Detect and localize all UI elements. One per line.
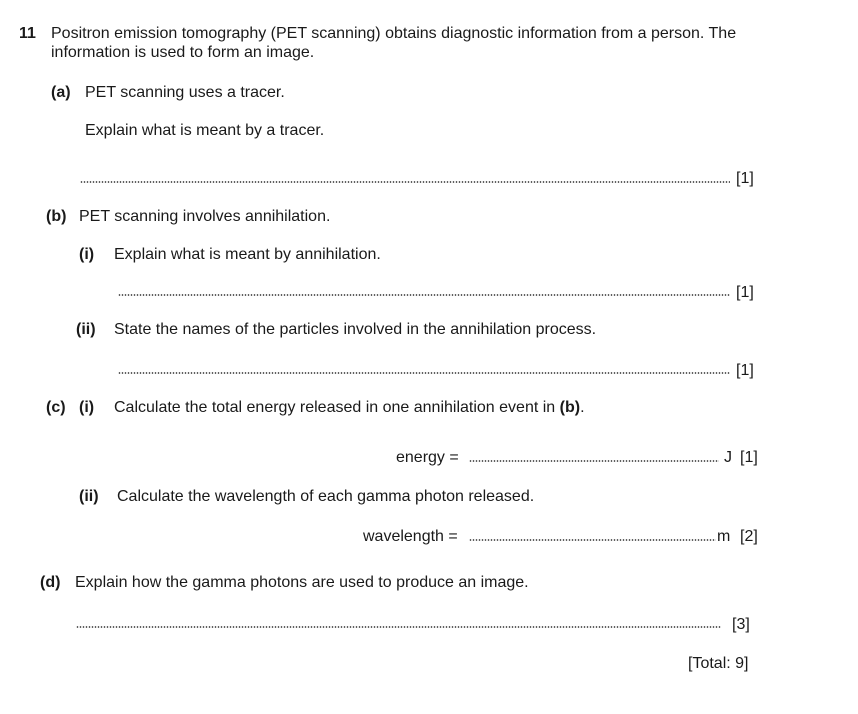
question-intro-line-2: information is used to form an image.	[51, 44, 315, 61]
energy-answer-line[interactable]	[469, 460, 719, 462]
part-d-prompt: Explain how the gamma photons are used to produce an image.	[75, 574, 529, 591]
part-c-i-marks: [1]	[740, 449, 758, 466]
part-a-answer-line[interactable]	[80, 181, 730, 183]
part-b-ii-answer-line[interactable]	[118, 372, 730, 374]
part-a-marks: [1]	[736, 170, 754, 187]
part-c-ii-label: (ii)	[79, 488, 99, 505]
part-b-label: (b)	[46, 208, 67, 225]
part-b-i-marks: [1]	[736, 284, 754, 301]
part-b-stem: PET scanning involves annihilation.	[79, 208, 331, 225]
part-d-answer-line[interactable]	[76, 626, 721, 628]
part-b-i-answer-line[interactable]	[118, 294, 730, 296]
energy-answer-label: energy =	[396, 449, 459, 466]
part-c-label: (c)	[46, 399, 66, 416]
part-c-i-prompt-end: .	[580, 399, 585, 416]
part-a-label: (a)	[51, 84, 71, 101]
part-b-ii-label: (ii)	[76, 321, 96, 338]
question-intro-line-1: Positron emission tomography (PET scanning) obtains diagnostic information from a person. The	[51, 25, 737, 42]
part-d-label: (d)	[40, 574, 61, 591]
wavelength-answer-line[interactable]	[469, 539, 716, 541]
wavelength-unit: m	[717, 528, 731, 545]
part-c-i-prompt	[114, 398, 585, 417]
part-a-stem: PET scanning uses a tracer.	[85, 84, 285, 101]
part-b-i-label: (i)	[79, 246, 95, 263]
question-total-marks: [Total: 9]	[688, 655, 749, 672]
part-c-ii-marks: [2]	[740, 528, 758, 545]
energy-unit: J	[724, 449, 732, 466]
part-b-ii-prompt: State the names of the particles involved in the annihilation process.	[114, 321, 597, 338]
part-c-i-prompt-ref: (b)	[559, 399, 581, 416]
part-c-i-prompt-text: Calculate the total energy released in one annihilation event in	[114, 399, 560, 416]
part-c-i-label: (i)	[79, 399, 95, 416]
part-d-marks: [3]	[732, 616, 750, 633]
part-b-i-prompt: Explain what is meant by annihilation.	[114, 246, 381, 263]
wavelength-answer-label: wavelength =	[363, 528, 458, 545]
part-c-ii-prompt: Calculate the wavelength of each gamma photon released.	[117, 488, 535, 505]
part-a-prompt: Explain what is meant by a tracer.	[85, 122, 325, 139]
part-b-ii-marks: [1]	[736, 362, 754, 379]
question-number: 11	[19, 25, 36, 42]
